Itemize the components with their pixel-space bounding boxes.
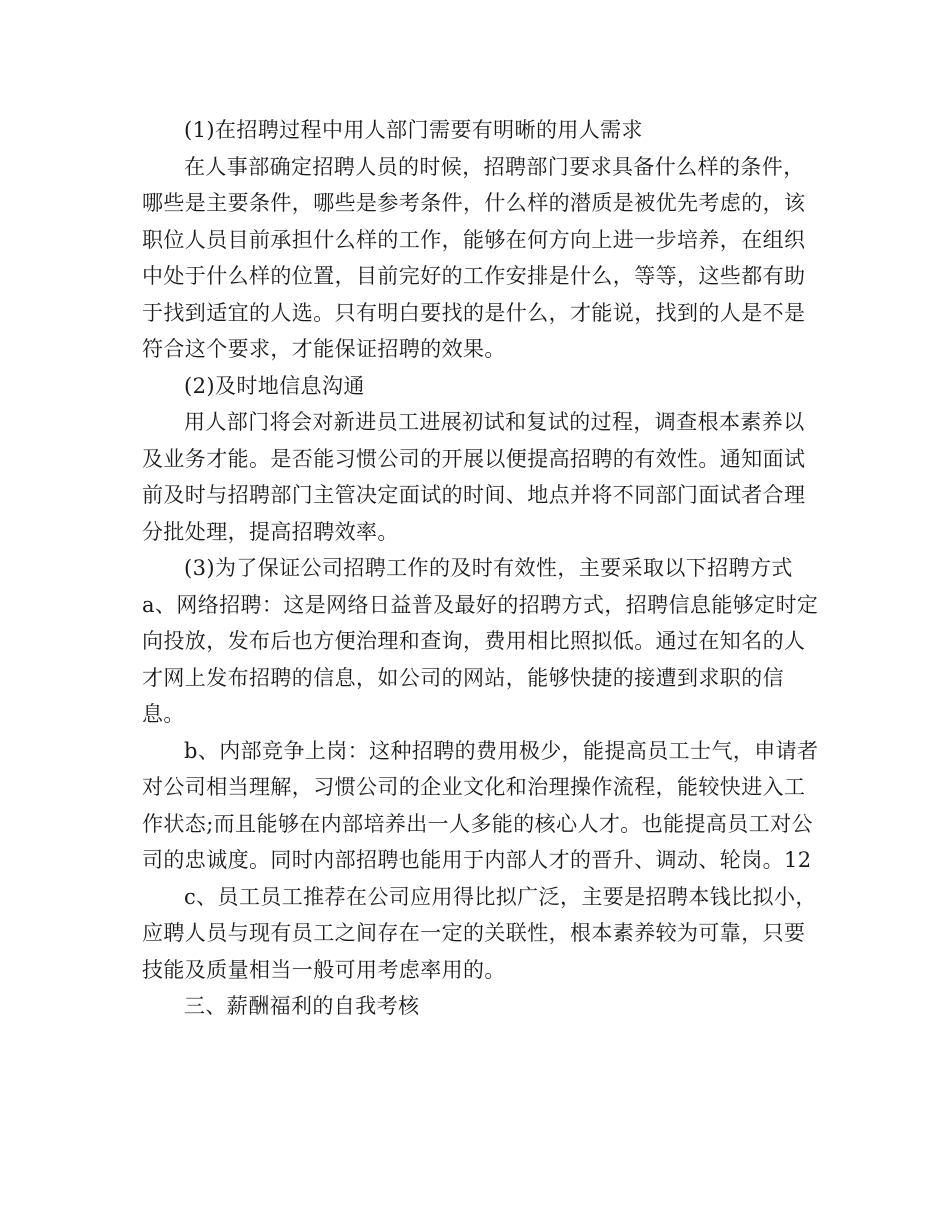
section-heading-3: (3)为了保证公司招聘工作的及时有效性，主要采取以下招聘方式	[184, 556, 793, 580]
body-paragraph-2: 用人部门将会对新进员工进展初试和复试的过程，调查根本素养以及业务才能。是否能习惯公司的开展以便提高招聘的有效性。通知面试前及时与招聘部门主管决定面试的时间、地点并将不同部门面试者合理分批处理，提高招聘效率。	[142, 410, 806, 544]
body-paragraph-internal-competition: b、内部竞争上岗：这种招聘的费用极少，能提高员工士气，申请者对公司相当理解，习惯公司的企业文化和治理操作流程，能较快进入工作状态;而且能够在内部培养出一人多能的核心人才。也能提高员工对公司的忠诚度。同时内部招聘也能用于内部人才的晋升、调动、轮岗。12	[142, 738, 819, 872]
body-paragraph-employee-referral: c、员工员工推荐在公司应用得比拟广泛，主要是招聘本钱比拟小，应聘人员与现有员工之间存在一定的关联性，根本素养较为可靠，只要技能及质量相当一般可用考虑率用的。	[142, 884, 817, 982]
section-heading-2: (2)及时地信息沟通	[184, 373, 365, 398]
document-body	[142, 112, 822, 1025]
body-paragraph-1: 在人事部确定招聘人员的时候，招聘部门要求具备什么样的条件，哪些是主要条件，哪些是参考条件，什么样的潜质是被优先考虑的，该职位人员目前承担什么样的工作，能够在何方向上进一步培养，在组织中处于什么样的位置，目前完好的工作安排是什么，等等，这些都有助于找到适宜的人选。只有明白要找的是什么，才能说，找到的人是不是符合这个要求，才能保证招聘的效果。	[142, 154, 806, 361]
section-heading-compensation: 三、薪酬福利的自我考核	[184, 994, 420, 1018]
section-heading-1: (1)在招聘过程中用人部门需要有明晰的用人需求	[184, 118, 643, 142]
body-paragraph-network-recruiting: a、网络招聘：这是网络日益普及最好的招聘方式，招聘信息能够定时定向投放，发布后也方便治理和查询，费用相比照拟低。通过在知名的人才网上发布招聘的信息，如公司的网站，能够快捷的接遭到求职的信息。	[142, 592, 819, 726]
